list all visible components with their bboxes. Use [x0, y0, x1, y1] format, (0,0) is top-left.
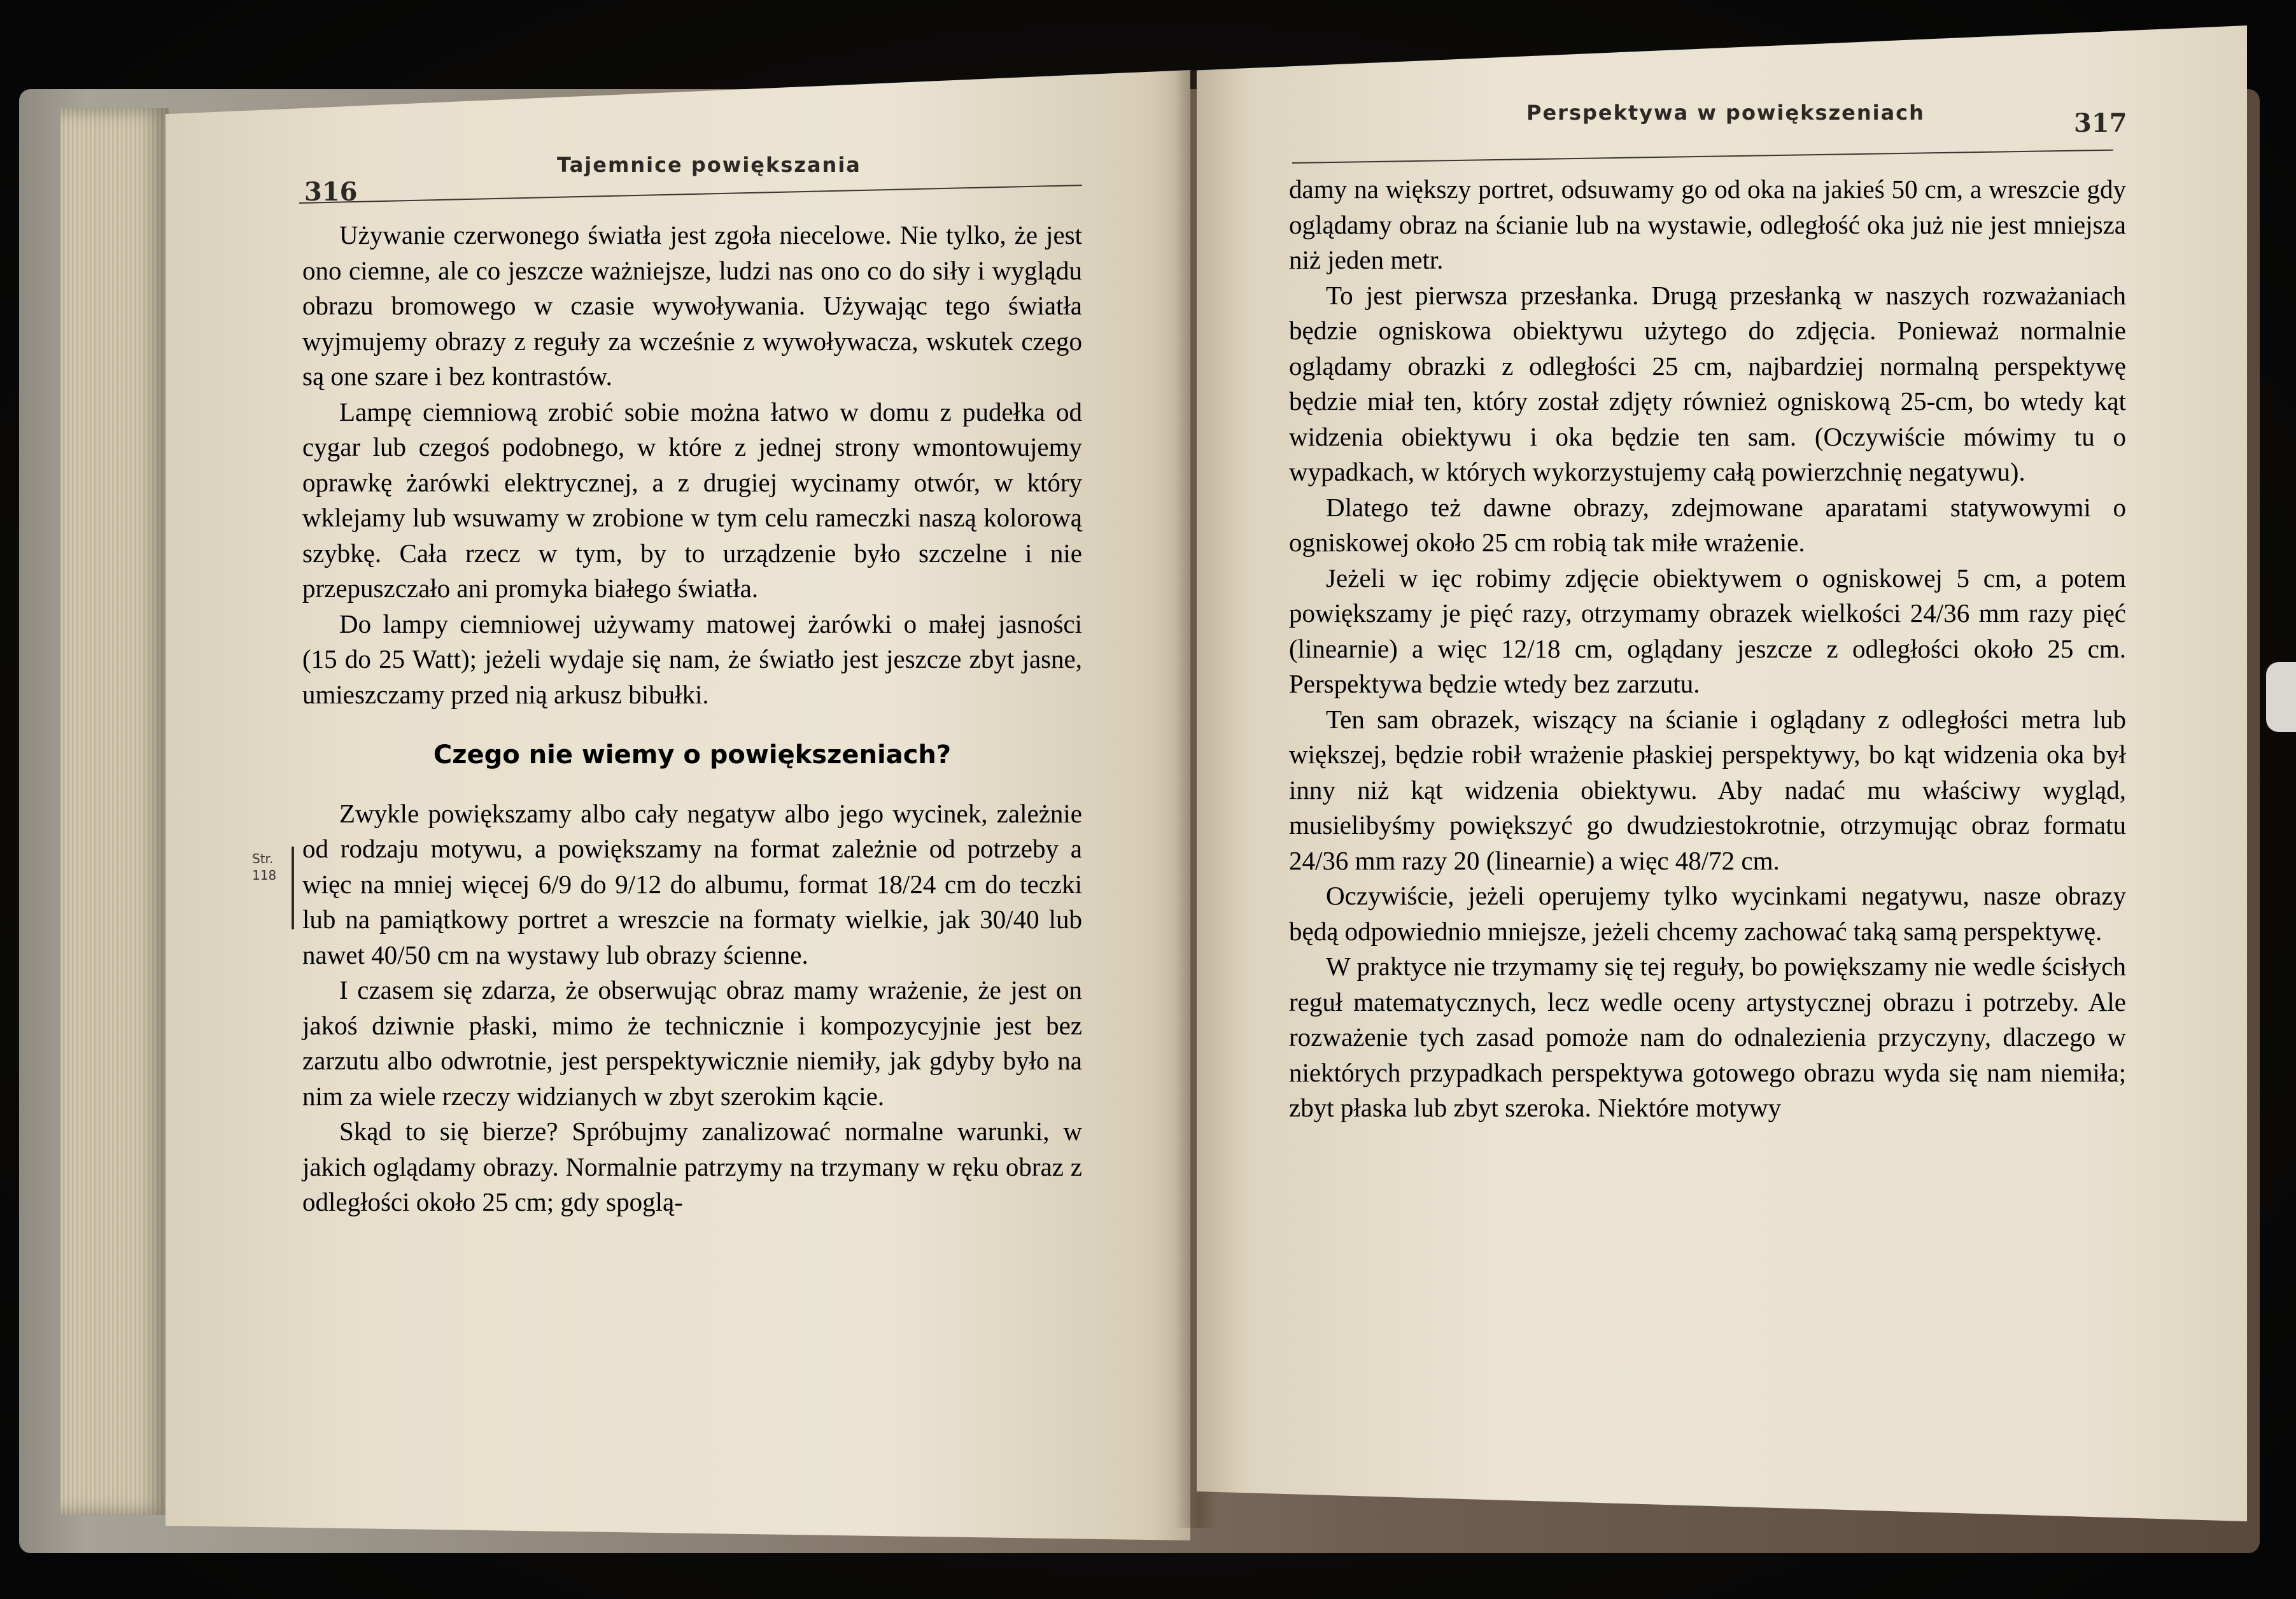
margin-bar — [292, 847, 294, 929]
margin-note: Str. 118 — [252, 851, 277, 883]
page-edges — [60, 108, 169, 1515]
right-paragraph: W praktyce nie trzymamy się tej reguły, bo powiększamy nie wedle ścisłych reguł matematycznych, lecz wedle oceny artystycznej obrazu i potrzeby. Ale rozważenie tych zasad pomoże nam do odnalezienia przyczyny, dlaczego w niektórych przypadkach perspektywa gotowego obrazu wyda się nam niemiła; zbyt płaska lub zbyt szeroka. Niektóre motywy — [1289, 952, 2126, 1122]
left-paragraph: Zwykle powiększamy albo cały negatyw albo jego wycinek, zależnie od rodzaju motywu, a powiększamy na format zależnie od potrzeby a więc na mniej więcej 6/9 do 9/12 do albumu, format 18/24 cm do teczki lub na pamiątkowy portret a wreszcie na formaty wielkie, jak 30/40 lub nawet 40/50 cm na wystawy lub obrazy ścienne. — [302, 798, 1082, 969]
right-page-number: 317 — [2074, 108, 2127, 138]
left-running-head: Tajemnice powiększania — [557, 153, 861, 177]
right-running-head: Perspektywa w powiększeniach — [1526, 101, 1925, 125]
left-page-number: 316 — [304, 177, 358, 207]
right-paragraph: To jest pierwsza przesłanka. Drugą przesłanką w naszych rozważaniach będzie ogniskowa obiektywu użytego do zdjęcia. Ponieważ normalnie oglądamy obrazki z odległości 25 cm, najbardziej normalną perspektywę będzie miał ten, który został zdjęty również ogniskową 25-cm, bo wtedy kąt widzenia obiektywu i oka będzie ten sam. (Oczywiście mówimy tu o wypadkach, w których wykorzystujemy całą powierzchnię negatywu). — [1289, 280, 2126, 486]
right-paragraph: Dlatego też dawne obrazy, zdejmowane aparatami statywowymi o ogniskowej około 25 cm robią tak miłe wrażenie. — [1289, 492, 2126, 557]
right-paragraph: Ten sam obrazek, wiszący na ścianie i oglądany z odległości metra lub większej, będzie robił wrażenie płaskiej perspektywy, bo kąt widzenia oka był inny niż kąt widzenia obiektywu. Aby nadać mu właściwy wygląd, musielibyśmy powiększyć go dwudziestokrotnie, otrzymując obraz formatu 24/36 mm razy 20 (linearnie) a więc 48/72 cm. — [1289, 704, 2126, 875]
right-paragraph: Jeżeli w ięc robimy zdjęcie obiektywem o ogniskowej 5 cm, a potem powiększamy je pięć razy, otrzymamy obrazek wielkości 24/36 mm razy pięć (linearnie) a więc 12/18 cm, oglądany jeszcze z odległości około 25 cm. Perspektywa będzie wtedy bez zarzutu. — [1289, 563, 2126, 698]
left-text-block — [302, 218, 1082, 1220]
left-paragraph: I czasem się zdarza, że obserwując obraz mamy wrażenie, że jest on jakoś dziwnie płaski, mimo że technicznie i kompozycyjnie jest bez zarzutu albo odwrotnie, jest perspektywicznie niemiły, jak gdyby było na nim za wiele rzeczy widzianych w zbyt szerokim kącie. — [302, 975, 1082, 1111]
section-heading: Czego nie wiemy o powiększeniach? — [433, 740, 952, 770]
right-paragraph: damy na większy portret, odsuwamy go od oka na jakieś 50 cm, a wreszcie gdy oglądamy obraz na ścianie lub na wystawie, odległość oka już nie jest mniejsza niż jeden metr. — [1289, 174, 2126, 274]
left-paragraph: Skąd to się bierze? Spróbujmy zanalizować normalne warunki, w jakich oglądamy obrazy. Normalnie patrzymy na trzymany w ręku obraz z odległości około 25 cm; gdy spoglą- — [302, 1116, 1082, 1216]
left-paragraph: Do lampy ciemniowej używamy matowej żarówki o małej jasności (15 do 25 Watt); jeżeli wydaje się nam, że światło jest jeszcze zbyt jasne, umieszczamy przed nią arkusz bibułki. — [302, 609, 1082, 709]
right-paragraph: Oczywiście, jeżeli operujemy tylko wycinkami negatywu, nasze obrazy będą odpowiednio mniejsze, jeżeli chcemy zachować taką samą perspektywę. — [1289, 881, 2126, 946]
left-paragraph: Używanie czerwonego światła jest zgoła niecelowe. Nie tylko, że jest ono ciemne, ale co jeszcze ważniejsze, ludzi nas ono co do siły i wyglądu obrazu bromowego w czasie wywoływania. Używając tego światła wyjmujemy obrazy z reguły za wcześnie z wywoływacza, wskutek czego są one szare i bez kontrastów. — [302, 220, 1082, 391]
right-text-block — [1289, 172, 2126, 1126]
page-tab — [2266, 662, 2296, 732]
left-paragraph: Lampę ciemniową zrobić sobie można łatwo w domu z pudełka od cygar lub czegoś podobnego, w które z jednej strony wmontowujemy oprawkę żarówki elektrycznej, a z drugiej wycinamy otwór, w który wklejamy lub wsuwamy w zrobione w tym celu rameczki naszą kolorową szybkę. Cała rzecz w tym, by to urządzenie było szczelne i nie przepuszczało ani promyka białego światła. — [302, 397, 1082, 603]
